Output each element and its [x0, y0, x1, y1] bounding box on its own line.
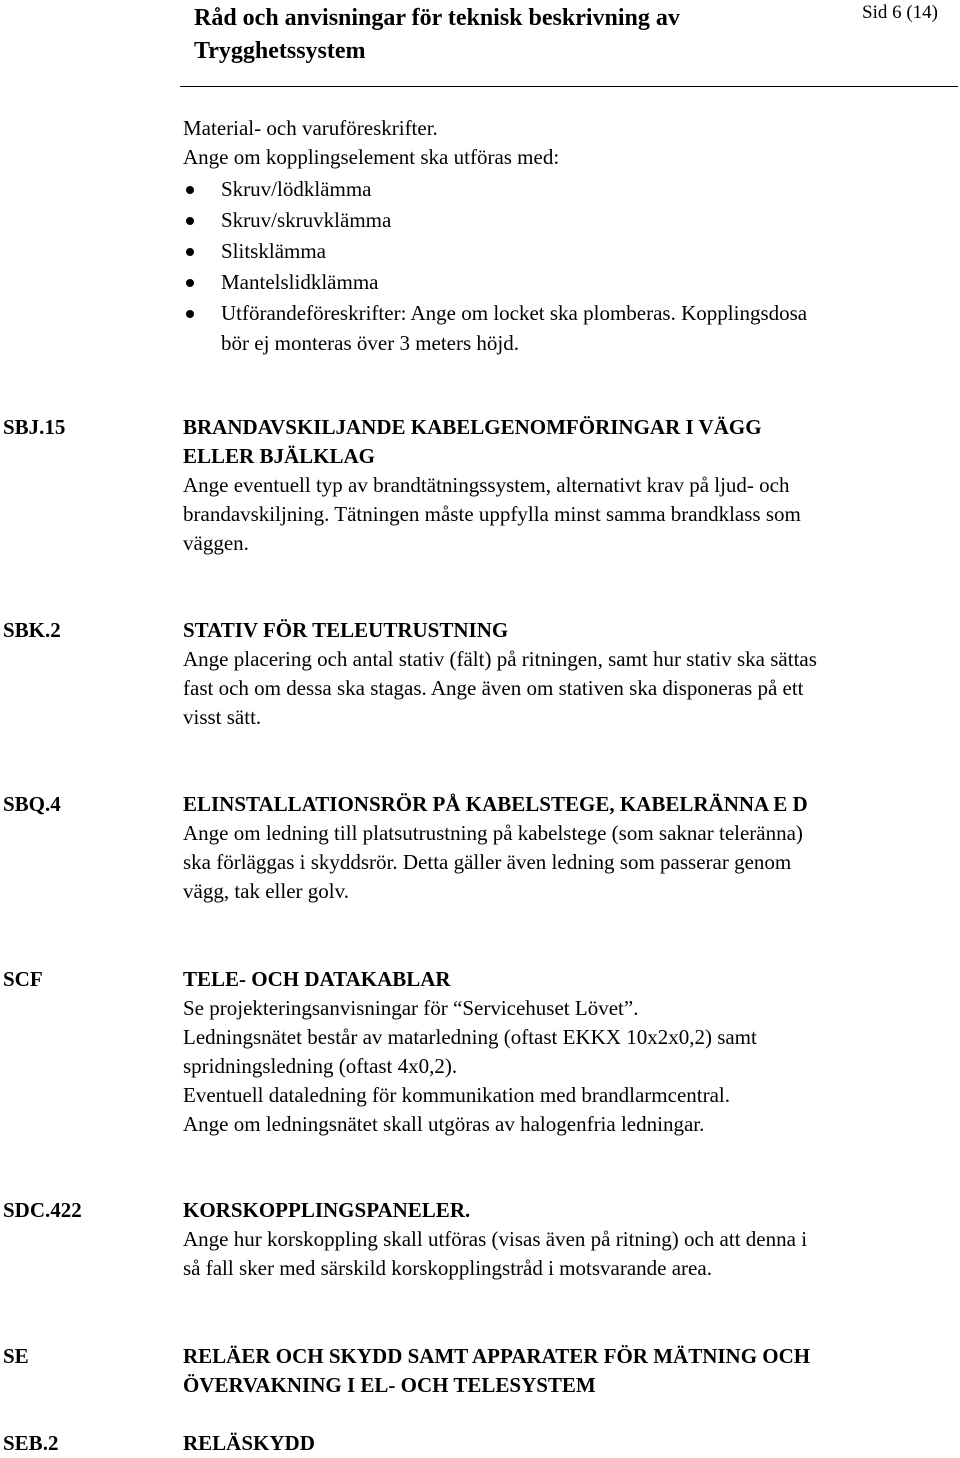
- section-title: BRANDAVSKILJANDE KABELGENOMFÖRINGAR I VÄGG: [183, 415, 762, 439]
- section-title: RELÄER OCH SKYDD SAMT APPARATER FÖR MÄTNING OCH: [183, 1344, 811, 1368]
- section-text: visst sätt.: [183, 705, 262, 729]
- section-code: SBK.2: [3, 618, 61, 642]
- list-item-continuation: bör ej monteras över 3 meters höjd.: [221, 331, 519, 355]
- bullet-icon: [186, 217, 194, 225]
- intro-line-2: Ange om kopplingselement ska utföras med:: [183, 145, 560, 169]
- header-divider: [180, 86, 958, 87]
- bullet-icon: [186, 279, 194, 287]
- section-text: Ange om ledningsnätet skall utgöras av halogenfria ledningar.: [183, 1112, 705, 1136]
- section-code: SBQ.4: [3, 792, 61, 816]
- section-text: Ledningsnätet består av matarledning (oftast EKKX 10x2x0,2) samt: [183, 1025, 757, 1049]
- section-seb2: [183, 1429, 958, 1458]
- section-code: SDC.422: [3, 1198, 82, 1222]
- section-text: Ange placering och antal stativ (fält) på ritningen, samt hur stativ ska sättas: [183, 647, 817, 671]
- section-text: Eventuell dataledning för kommunikation med brandlarmcentral.: [183, 1083, 730, 1107]
- section-text: Ange om ledning till platsutrustning på kabelstege (som saknar teleränna): [183, 821, 803, 845]
- intro-line-1: Material- och varuföreskrifter.: [183, 116, 438, 140]
- section-title: ÖVERVAKNING I EL- OCH TELESYSTEM: [183, 1373, 596, 1397]
- bullet-icon: [186, 310, 194, 318]
- section-text: vägg, tak eller golv.: [183, 879, 350, 903]
- bullet-icon: [186, 248, 194, 256]
- list-item: Slitsklämma: [183, 236, 807, 267]
- section-text: väggen.: [183, 531, 249, 555]
- section-text: Se projekteringsanvisningar för “Servicehuset Lövet”.: [183, 996, 639, 1020]
- section-title: STATIV FÖR TELEUTRUSTNING: [183, 618, 509, 642]
- section-title: TELE- OCH DATAKABLAR: [183, 967, 451, 991]
- section-title: KORSKOPPLINGSPANELER.: [183, 1198, 471, 1222]
- section-title: ELLER BJÄLKLAG: [183, 444, 375, 468]
- list-item: Utförandeföreskrifter: Ange om locket ska plomberas. Kopplingsdosa: [183, 298, 807, 329]
- section-code: SBJ.15: [3, 415, 66, 439]
- section-se: [183, 1342, 958, 1400]
- section-text: så fall sker med särskild korskopplingstråd i motsvarande area.: [183, 1256, 712, 1280]
- section-title: ELINSTALLATIONSRÖR PÅ KABELSTEGE, KABELRÄNNA E D: [183, 792, 808, 816]
- list-item: Skruv/lödklämma: [183, 174, 807, 205]
- section-sbq4: [183, 790, 958, 906]
- bullet-icon: [186, 186, 194, 194]
- section-text: Ange eventuell typ av brandtätningssystem, alternativt krav på ljud- och: [183, 473, 790, 497]
- section-text: Ange hur korskoppling skall utföras (visas även på ritning) och att denna i: [183, 1227, 808, 1251]
- section-sbj15: [183, 413, 958, 558]
- section-text: brandavskiljning. Tätningen måste uppfylla minst samma brandklass som: [183, 502, 801, 526]
- section-code: SCF: [3, 967, 43, 991]
- document-title: Råd och anvisningar för teknisk beskrivning av Trygghetssystem: [194, 5, 680, 64]
- list-item: Mantelslidklämma: [183, 267, 807, 298]
- page-number: Sid 6 (14): [862, 2, 938, 23]
- list-item: Skruv/skruvklämma: [183, 205, 807, 236]
- section-code: SE: [3, 1344, 29, 1368]
- section-sbk2: [183, 616, 958, 732]
- section-title: RELÄSKYDD: [183, 1431, 315, 1455]
- section-scf: [183, 965, 958, 1139]
- section-text: spridningsledning (oftast 4x0,2).: [183, 1054, 458, 1078]
- section-text: fast och om dessa ska stagas. Ange även om stativen ska disponeras på ett: [183, 676, 804, 700]
- section-sdc422: [183, 1196, 958, 1283]
- bullet-list: [183, 174, 807, 358]
- section-text: ska förläggas i skyddsrör. Detta gäller även ledning som passerar genom: [183, 850, 792, 874]
- section-code: SEB.2: [3, 1431, 59, 1455]
